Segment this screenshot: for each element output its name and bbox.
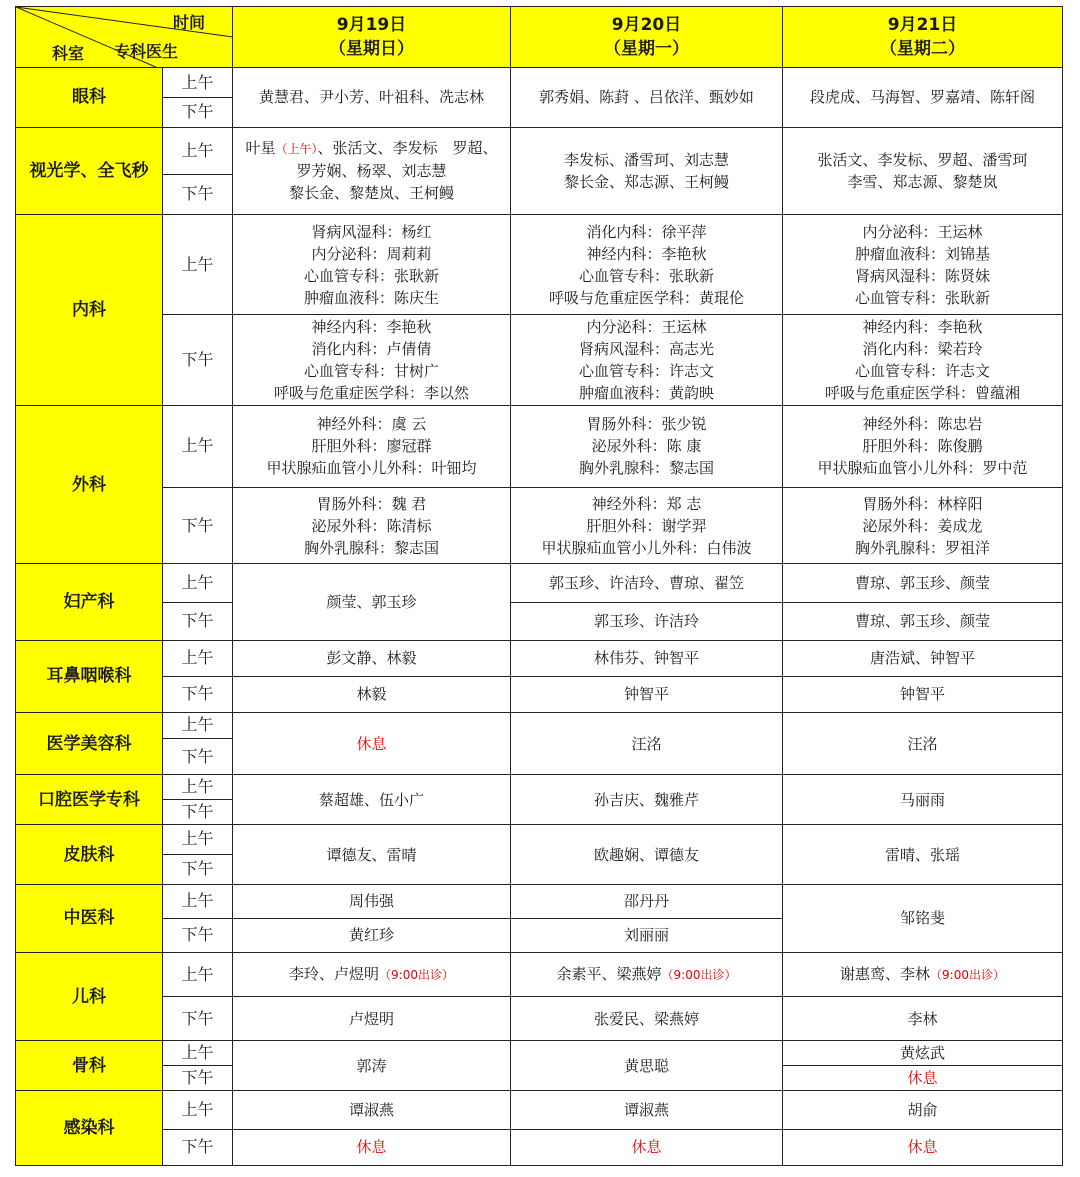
cell: 汪洺 (783, 712, 1063, 774)
table-row (16, 564, 1063, 602)
cell (511, 127, 783, 214)
cell (783, 315, 1063, 405)
cell (511, 488, 783, 564)
doctor-names: 罗芳娴、杨翠、刘志慧 (296, 162, 447, 181)
am-note: （上午） (275, 142, 318, 157)
rest-cell: 休息 (783, 1066, 1063, 1091)
doctor-entry: 神经内科：李艳秋 (862, 317, 983, 336)
dept-cosmetic: 医学美容科 (16, 712, 163, 774)
doctor-entry: 泌尿外科：姜成龙 (862, 516, 983, 535)
time-label: 时间 (173, 13, 206, 32)
dept-dental: 口腔医学专科 (16, 775, 163, 825)
cell: 蔡超雄、伍小广 (233, 775, 511, 825)
doctor-entry: 内分泌科：王运林 (586, 317, 707, 336)
day-weekday: （星期日） (329, 39, 414, 60)
table-row (16, 1091, 1063, 1129)
doctor-entry: 胃肠外科：张少锐 (586, 415, 707, 434)
period-am: 上午 (163, 68, 233, 98)
cell (233, 488, 511, 564)
dept-tcm: 中医科 (16, 884, 163, 952)
cell: 马丽雨 (783, 775, 1063, 825)
dept-eye: 眼科 (16, 68, 163, 127)
cell: 黄慧君、尹小芳、叶祖科、冼志林 (233, 68, 511, 127)
table-row (16, 1041, 1063, 1066)
cell (233, 127, 511, 214)
day-date: 9月19日 (336, 15, 407, 36)
doctor-entry: 呼吸与危重症医学科：黄琨伦 (548, 288, 744, 307)
cell: 黄思聪 (511, 1041, 783, 1091)
table-row (16, 602, 1063, 640)
doctor-entry: 肾病风湿科：陈贤妹 (854, 266, 990, 285)
period-pm: 下午 (163, 739, 233, 775)
doctor-entry: 呼吸与危重症医学科：李以然 (273, 383, 469, 402)
cell: 曹琼、郭玉珍、颜莹 (783, 564, 1063, 602)
doctor-name: 叶星 (245, 139, 276, 158)
table-row (16, 712, 1063, 738)
cell: 颜莹、郭玉珍 (233, 564, 511, 640)
doctor-entry: 心血管专科：张耿新 (854, 288, 990, 307)
doctor-entry: 肿瘤血液科：黄韵映 (578, 383, 714, 402)
period-pm: 下午 (163, 800, 233, 825)
dept-peds: 儿科 (16, 952, 163, 1040)
corner-header (16, 7, 233, 68)
period-am: 上午 (163, 712, 233, 738)
day-date: 9月20日 (611, 15, 682, 36)
dept-ent: 耳鼻咽喉科 (16, 640, 163, 712)
cell: 钟智平 (783, 676, 1063, 712)
cell (783, 127, 1063, 214)
cell: 孙吉庆、魏雅芹 (511, 775, 783, 825)
dept-obgyn: 妇产科 (16, 564, 163, 640)
period-am: 上午 (163, 214, 233, 314)
doctor-entry: 甲状腺疝血管小儿外科：叶钿均 (266, 459, 477, 478)
period-am: 上午 (163, 640, 233, 676)
dept-internal: 内科 (16, 214, 163, 405)
dept-label: 科室 (52, 44, 85, 63)
schedule-table (15, 6, 1063, 1166)
table-row (16, 68, 1063, 98)
cell: 邹铭斐 (783, 884, 1063, 952)
doctor-names: 李雪、郑志源、黎楚岚 (847, 172, 998, 191)
cell: 郭涛 (233, 1041, 511, 1091)
doctor-entry: 内分泌科：周莉莉 (311, 244, 432, 263)
cell (233, 214, 511, 314)
rest-cell: 休息 (233, 1129, 511, 1165)
doctor-names: 张活文、李发标、罗超、潘雪珂 (817, 150, 1028, 169)
table-row (16, 127, 1063, 174)
doctor-entry: 消化内科：徐平萍 (586, 222, 707, 241)
doctor-entry: 肝胆外科：陈俊鹏 (862, 437, 983, 456)
doctor-entry: 甲状腺疝血管小儿外科：罗中范 (817, 459, 1028, 478)
doctor-entry: 内分泌科：王运林 (862, 222, 983, 241)
time-note: （9:00出诊） (379, 968, 454, 982)
doctor-entry: 呼吸与危重症医学科：曾蕴湘 (824, 383, 1020, 402)
table-row (16, 1129, 1063, 1165)
day-header-2 (511, 7, 783, 68)
dept-optometry: 视光学、全飞秒 (16, 127, 163, 214)
doctor-entry: 肾病风湿科：杨红 (311, 222, 432, 241)
period-am: 上午 (163, 564, 233, 602)
cell (511, 214, 783, 314)
doctor-entry: 神经外科：虞 云 (316, 415, 427, 434)
period-pm: 下午 (163, 98, 233, 127)
table-row (16, 775, 1063, 800)
doctor-names: 李玲、卢煜明 (289, 965, 380, 983)
cell: 欧趣娴、谭德友 (511, 825, 783, 884)
doctor-entry: 心血管专科：张耿新 (303, 266, 439, 285)
doctor-entry: 肿瘤血液科：刘锦基 (854, 244, 990, 263)
cell: 曹琼、郭玉珍、颜莹 (783, 602, 1063, 640)
cell: 卢煜明 (233, 997, 511, 1041)
table-row (16, 997, 1063, 1041)
cell: 段虎成、马海智、罗嘉靖、陈轩阁 (783, 68, 1063, 127)
doctor-entry: 泌尿外科：陈 康 (591, 437, 702, 456)
period-pm: 下午 (163, 602, 233, 640)
period-pm: 下午 (163, 488, 233, 564)
doctor-entry: 肾病风湿科：高志光 (578, 339, 714, 358)
cell (511, 405, 783, 487)
doctor-entry: 肿瘤血液科：陈庆生 (303, 288, 439, 307)
doctor-entry: 肝胆外科：谢学羿 (586, 516, 707, 535)
period-pm: 下午 (163, 1066, 233, 1091)
doctor-entry: 胸外乳腺科：黎志国 (578, 459, 714, 478)
doctor-entry: 神经内科：李艳秋 (586, 244, 707, 263)
doctor-entry: 胃肠外科：林梓阳 (862, 494, 983, 513)
table-row (16, 952, 1063, 996)
cell (783, 214, 1063, 314)
doctor-entry: 胸外乳腺科：罗祖洋 (854, 538, 990, 557)
cell: 谭淑燕 (233, 1091, 511, 1129)
cell: 汪洺 (511, 712, 783, 774)
doctor-entry: 胸外乳腺科：黎志国 (303, 538, 439, 557)
dept-infect: 感染科 (16, 1091, 163, 1166)
cell: 黄红珍 (233, 918, 511, 952)
doctor-entry: 神经内科：李艳秋 (311, 317, 432, 336)
table-row (16, 315, 1063, 405)
cell (783, 952, 1063, 996)
doctor-entry: 心血管专科：许志文 (578, 361, 714, 380)
period-am: 上午 (163, 884, 233, 918)
doctor-entry: 神经外科：陈忠岩 (862, 415, 983, 434)
cell: 林毅 (233, 676, 511, 712)
period-am: 上午 (163, 1091, 233, 1129)
cell: 张爱民、梁燕婷 (511, 997, 783, 1041)
cell: 彭文静、林毅 (233, 640, 511, 676)
table-row (16, 214, 1063, 314)
period-am: 上午 (163, 825, 233, 854)
time-note: （9:00出诊） (930, 968, 1005, 982)
cell: 雷晴、张瑶 (783, 825, 1063, 884)
doctor-label: 专科医生 (114, 42, 179, 61)
period-pm: 下午 (163, 676, 233, 712)
cell (783, 405, 1063, 487)
cell (233, 405, 511, 487)
header-row (16, 7, 1063, 68)
cell: 郭玉珍、许洁玲 (511, 602, 783, 640)
dept-derm: 皮肤科 (16, 825, 163, 884)
period-am: 上午 (163, 1041, 233, 1066)
cell: 胡俞 (783, 1091, 1063, 1129)
day-date: 9月21日 (887, 15, 958, 36)
cell: 林伟芬、钟智平 (511, 640, 783, 676)
dept-ortho: 骨科 (16, 1041, 163, 1091)
doctor-names: 谢惠鸾、李林 (840, 965, 931, 983)
cell (233, 315, 511, 405)
table-row (16, 640, 1063, 676)
doctor-entry: 胃肠外科：魏 君 (316, 494, 427, 513)
rest-cell: 休息 (511, 1129, 783, 1165)
cell: 刘丽丽 (511, 918, 783, 952)
doctor-entry: 甲状腺疝血管小儿外科：白伟波 (541, 538, 752, 557)
cell: 邵丹丹 (511, 884, 783, 918)
doctor-entry: 泌尿外科：陈清标 (311, 516, 432, 535)
rest-cell: 休息 (233, 712, 511, 774)
doctor-entry: 心血管专科：许志文 (854, 361, 990, 380)
time-note: （9:00出诊） (661, 968, 737, 982)
period-pm: 下午 (163, 997, 233, 1041)
day-weekday: （星期一） (604, 39, 689, 60)
cell (511, 952, 783, 996)
table-row (16, 884, 1063, 918)
cell: 郭玉珍、许洁玲、曹琼、翟笠 (511, 564, 783, 602)
period-am: 上午 (163, 405, 233, 487)
period-pm: 下午 (163, 315, 233, 405)
period-pm: 下午 (163, 854, 233, 884)
doctor-names: 、张活文、李发标 罗超、 (317, 139, 498, 158)
day-weekday: （星期二） (880, 39, 965, 60)
day-header-3 (783, 7, 1063, 68)
doctor-names: 余素平、梁燕婷 (556, 965, 662, 983)
rest-cell: 休息 (783, 1129, 1063, 1165)
table-row (16, 676, 1063, 712)
period-am: 上午 (163, 127, 233, 174)
cell: 郭秀娟、陈葑 、吕依洋、甄妙如 (511, 68, 783, 127)
doctor-entry: 消化内科：梁若玲 (862, 339, 983, 358)
dept-surgery: 外科 (16, 405, 163, 564)
cell (783, 488, 1063, 564)
cell (233, 952, 511, 996)
doctor-names: 黎长金、郑志源、王柯鳗 (563, 172, 729, 191)
doctor-entry: 心血管专科：张耿新 (578, 266, 714, 285)
table-row (16, 825, 1063, 854)
cell (511, 315, 783, 405)
doctor-names: 李发标、潘雪珂、刘志慧 (563, 150, 729, 169)
period-pm: 下午 (163, 1129, 233, 1165)
table-row (16, 488, 1063, 564)
doctor-entry: 心血管专科：甘树广 (303, 361, 439, 380)
period-am: 上午 (163, 952, 233, 996)
day-header-1 (233, 7, 511, 68)
period-pm: 下午 (163, 174, 233, 214)
doctor-entry: 消化内科：卢倩倩 (311, 339, 432, 358)
cell: 李林 (783, 997, 1063, 1041)
doctor-entry: 肝胆外科：廖冠群 (311, 437, 432, 456)
doctor-entry: 神经外科：郑 志 (591, 494, 702, 513)
period-am: 上午 (163, 775, 233, 800)
doctor-names: 黎长金、黎楚岚、王柯鳗 (288, 184, 454, 203)
table-row (16, 405, 1063, 487)
cell: 黄炫武 (783, 1041, 1063, 1066)
cell: 谭淑燕 (511, 1091, 783, 1129)
cell: 唐浩斌、钟智平 (783, 640, 1063, 676)
cell: 钟智平 (511, 676, 783, 712)
period-pm: 下午 (163, 918, 233, 952)
cell: 谭德友、雷晴 (233, 825, 511, 884)
cell: 周伟强 (233, 884, 511, 918)
